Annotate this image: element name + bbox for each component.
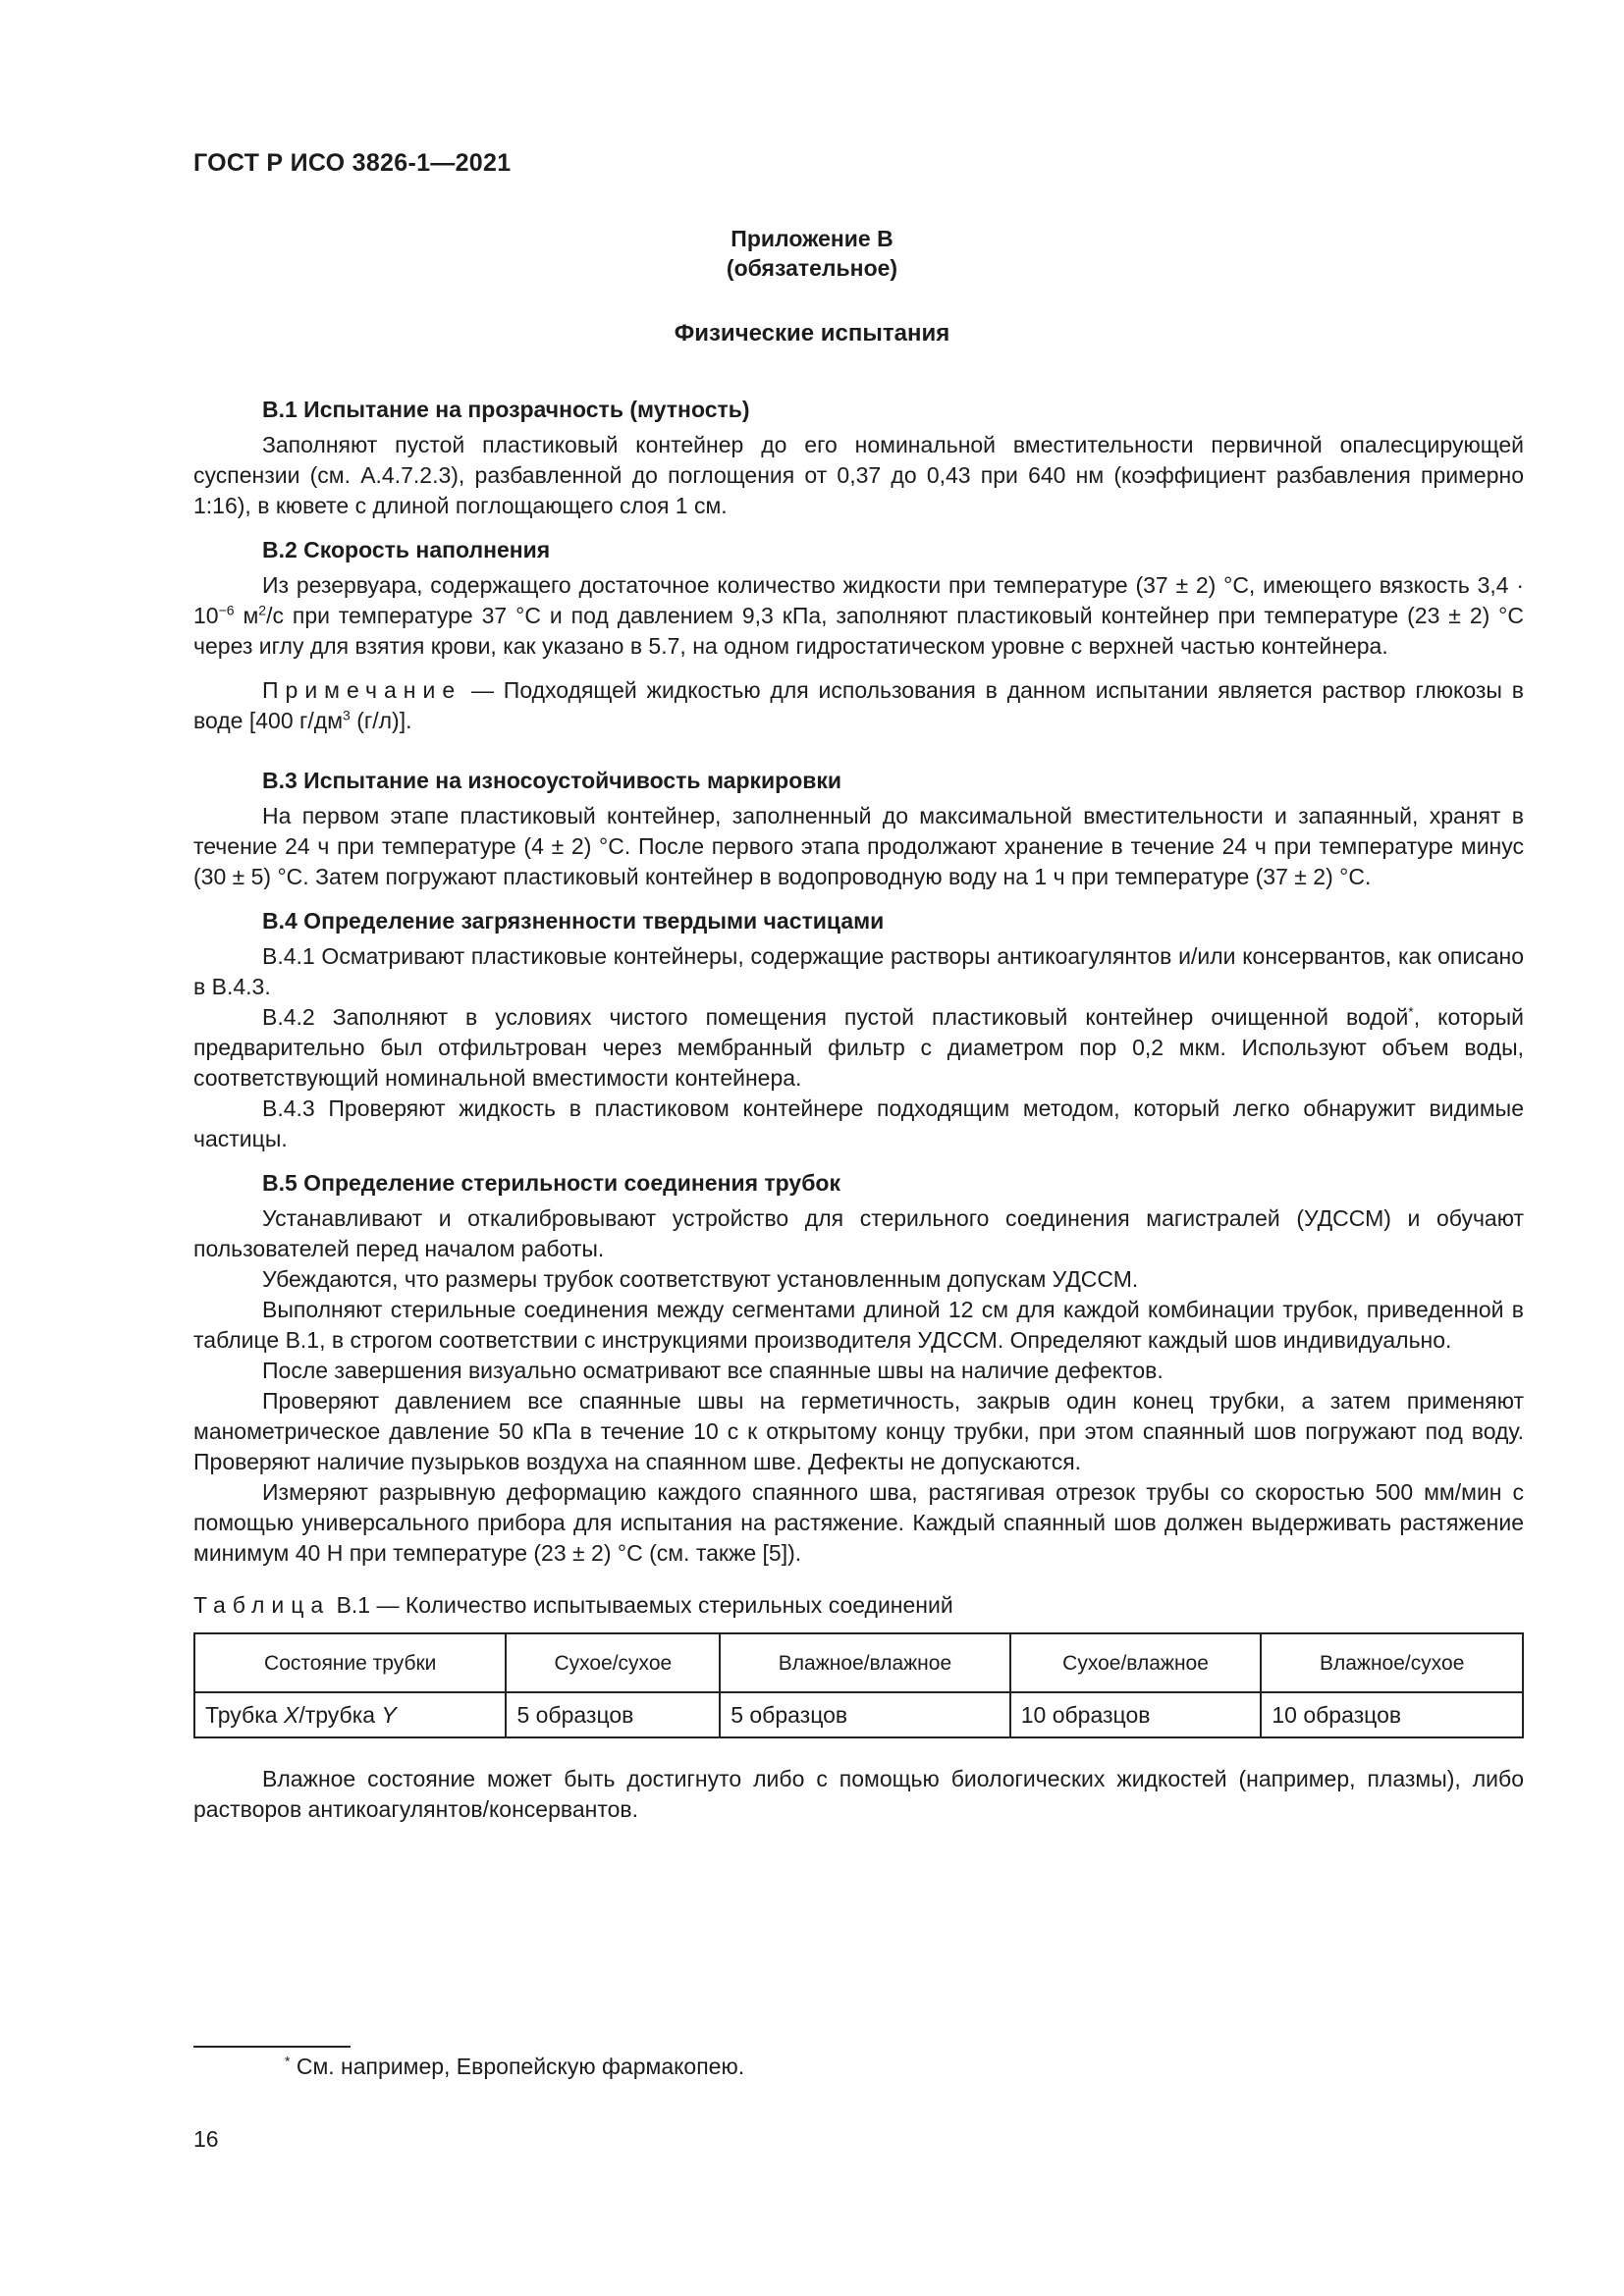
table-cell: 10 образцов	[1010, 1692, 1262, 1737]
table-cell: 5 образцов	[720, 1692, 1010, 1737]
table-cell: 10 образцов	[1261, 1692, 1523, 1737]
document-body	[193, 395, 1524, 1825]
table-cell: 5 образцов	[506, 1692, 720, 1737]
note-label: Примечание	[262, 677, 462, 703]
paragraph: Измеряют разрывную деформацию каждого спаянного шва, растягивая отрезок трубы со скоростью 500 мм/мин с помощью универсального прибора для испытания на растяжение. Каждый спаянный шов должен выдерживать растяжение минимум 40 Н при температуре (23 ± 2) °С (см. также [5]).	[193, 1479, 1524, 1566]
annex-heading	[0, 224, 1624, 283]
page-number: 16	[193, 2126, 219, 2152]
footnote: * См. например, Европейскую фармакопею.	[285, 2053, 745, 2079]
table-cell: Трубка X/трубка Y	[194, 1692, 506, 1737]
paragraph: Убеждаются, что размеры трубок соответствуют установленным допускам УДССМ.	[262, 1266, 1139, 1292]
paragraph: Влажное состояние может быть достигнуто либо с помощью биологических жидкостей (например, плазмы), либо растворов антикоагулянтов/консервантов.	[193, 1766, 1524, 1822]
document-title: Физические испытания	[674, 320, 950, 347]
table-header-row	[194, 1633, 1523, 1692]
standard-header: ГОСТ Р ИСО 3826-1—2021	[193, 149, 512, 177]
section-heading-b2: В.2 Скорость наполнения	[262, 537, 551, 562]
paragraph: Заполняют пустой пластиковый контейнер до его номинальной вместительности первичной опалесцирующей суспензии (см. А.4.7.2.3), разбавленной до поглощения от 0,37 до 0,43 при 640 нм (коэффициент разбавления примерно 1:16), в кювете с длиной поглощающего слоя 1 см.	[193, 432, 1524, 518]
table-header-cell: Сухое/влажное	[1010, 1633, 1262, 1692]
section-heading-b3: В.3 Испытание на износоустойчивость маркировки	[262, 768, 842, 793]
paragraph: На первом этапе пластиковый контейнер, заполненный до максимальной вместительности и запаянный, хранят в течение 24 ч при температуре (4 ± 2) °С. После первого этапа продолжают хранение в течение 24 ч при температуре минус (30 ± 5) °С. Затем погружают пластиковый контейнер в водопроводную воду на 1 ч при температуре (37 ± 2) °С.	[193, 803, 1524, 889]
table-caption: Таблица В.1 — Количество испытываемых стерильных соединений	[193, 1592, 953, 1618]
paragraph: Проверяют давлением все спаянные швы на герметичность, закрыв один конец трубки, а затем применяют манометрическое давление 50 кПа в течение 10 с к открытому концу трубки, при этом спаянный шов погружают под воду. Проверяют наличие пузырьков воздуха на спаянном шве. Дефекты не допускаются.	[193, 1388, 1524, 1474]
paragraph: Выполняют стерильные соединения между сегментами длиной 12 см для каждой комбинации трубок, приведенной в таблице В.1, в строгом соответствии с инструкциями производителя УДССМ. Определяют каждый шов индивидуально.	[193, 1297, 1524, 1353]
paragraph: После завершения визуально осматривают все спаянные швы на наличие дефектов.	[262, 1358, 1164, 1383]
table-row	[194, 1692, 1523, 1737]
section-heading-b1: В.1 Испытание на прозрачность (мутность)	[262, 397, 750, 422]
table-header-cell: Состояние трубки	[194, 1633, 506, 1692]
paragraph: В.4.2 Заполняют в условиях чистого помещения пустой пластиковый контейнер очищенной водой*, который предварительно был отфильтрован через мембранный фильтр с диаметром пор 0,2 мкм. Используют объем воды, соответствующий номинальной вместимости контейнера.	[193, 1003, 1525, 1091]
sterile-connections-table	[193, 1632, 1524, 1738]
paragraph: В.4.3 Проверяют жидкость в пластиковом контейнере подходящим методом, который легко обнаружит видимые частицы.	[193, 1095, 1524, 1151]
paragraph: Из резервуара, содержащего достаточное количество жидкости при температуре (37 ± 2) °С, имеющего вязкость $3,4 \cdot 10^{-6}$ $м^2/с$ при температуре 37 °С и под давлением 9,3 кПа, заполняют пластиковый контейнер при температуре (23 ± 2) °С через иглу для взятия крови, как указано в 5.7, на одном гидростатическом уровне с верхней частью контейнера.	[193, 572, 1524, 659]
table-label: Таблица	[193, 1592, 331, 1618]
paragraph: В.4.1 Осматривают пластиковые контейнеры, содержащие растворы антикоагулянтов и/или консервантов, как описано в В.4.3.	[193, 943, 1524, 999]
annex-status: (обязательное)	[726, 255, 898, 281]
table-header-cell: Сухое/сухое	[506, 1633, 720, 1692]
section-heading-b4: В.4 Определение загрязненности твердыми частицами	[262, 908, 885, 934]
section-heading-b5: В.5 Определение стерильности соединения трубок	[262, 1170, 840, 1196]
paragraph: Устанавливают и откалибровывают устройство для стерильного соединения магистралей (УДССМ) и обучают пользователей перед началом работы.	[193, 1205, 1524, 1261]
footnote-mark: *	[285, 2053, 291, 2069]
footnote-divider	[193, 2046, 351, 2048]
annex-title: Приложение В	[731, 226, 893, 251]
note-paragraph: Примечание — Подходящей жидкостью для использования в данном испытании является раствор глюкозы в воде [400 $г/дм^3$ (г/л)].	[193, 677, 1524, 733]
footnote-reference: *	[1408, 1003, 1414, 1020]
table-header-cell: Влажное/сухое	[1261, 1633, 1523, 1692]
table-header-cell: Влажное/влажное	[720, 1633, 1010, 1692]
